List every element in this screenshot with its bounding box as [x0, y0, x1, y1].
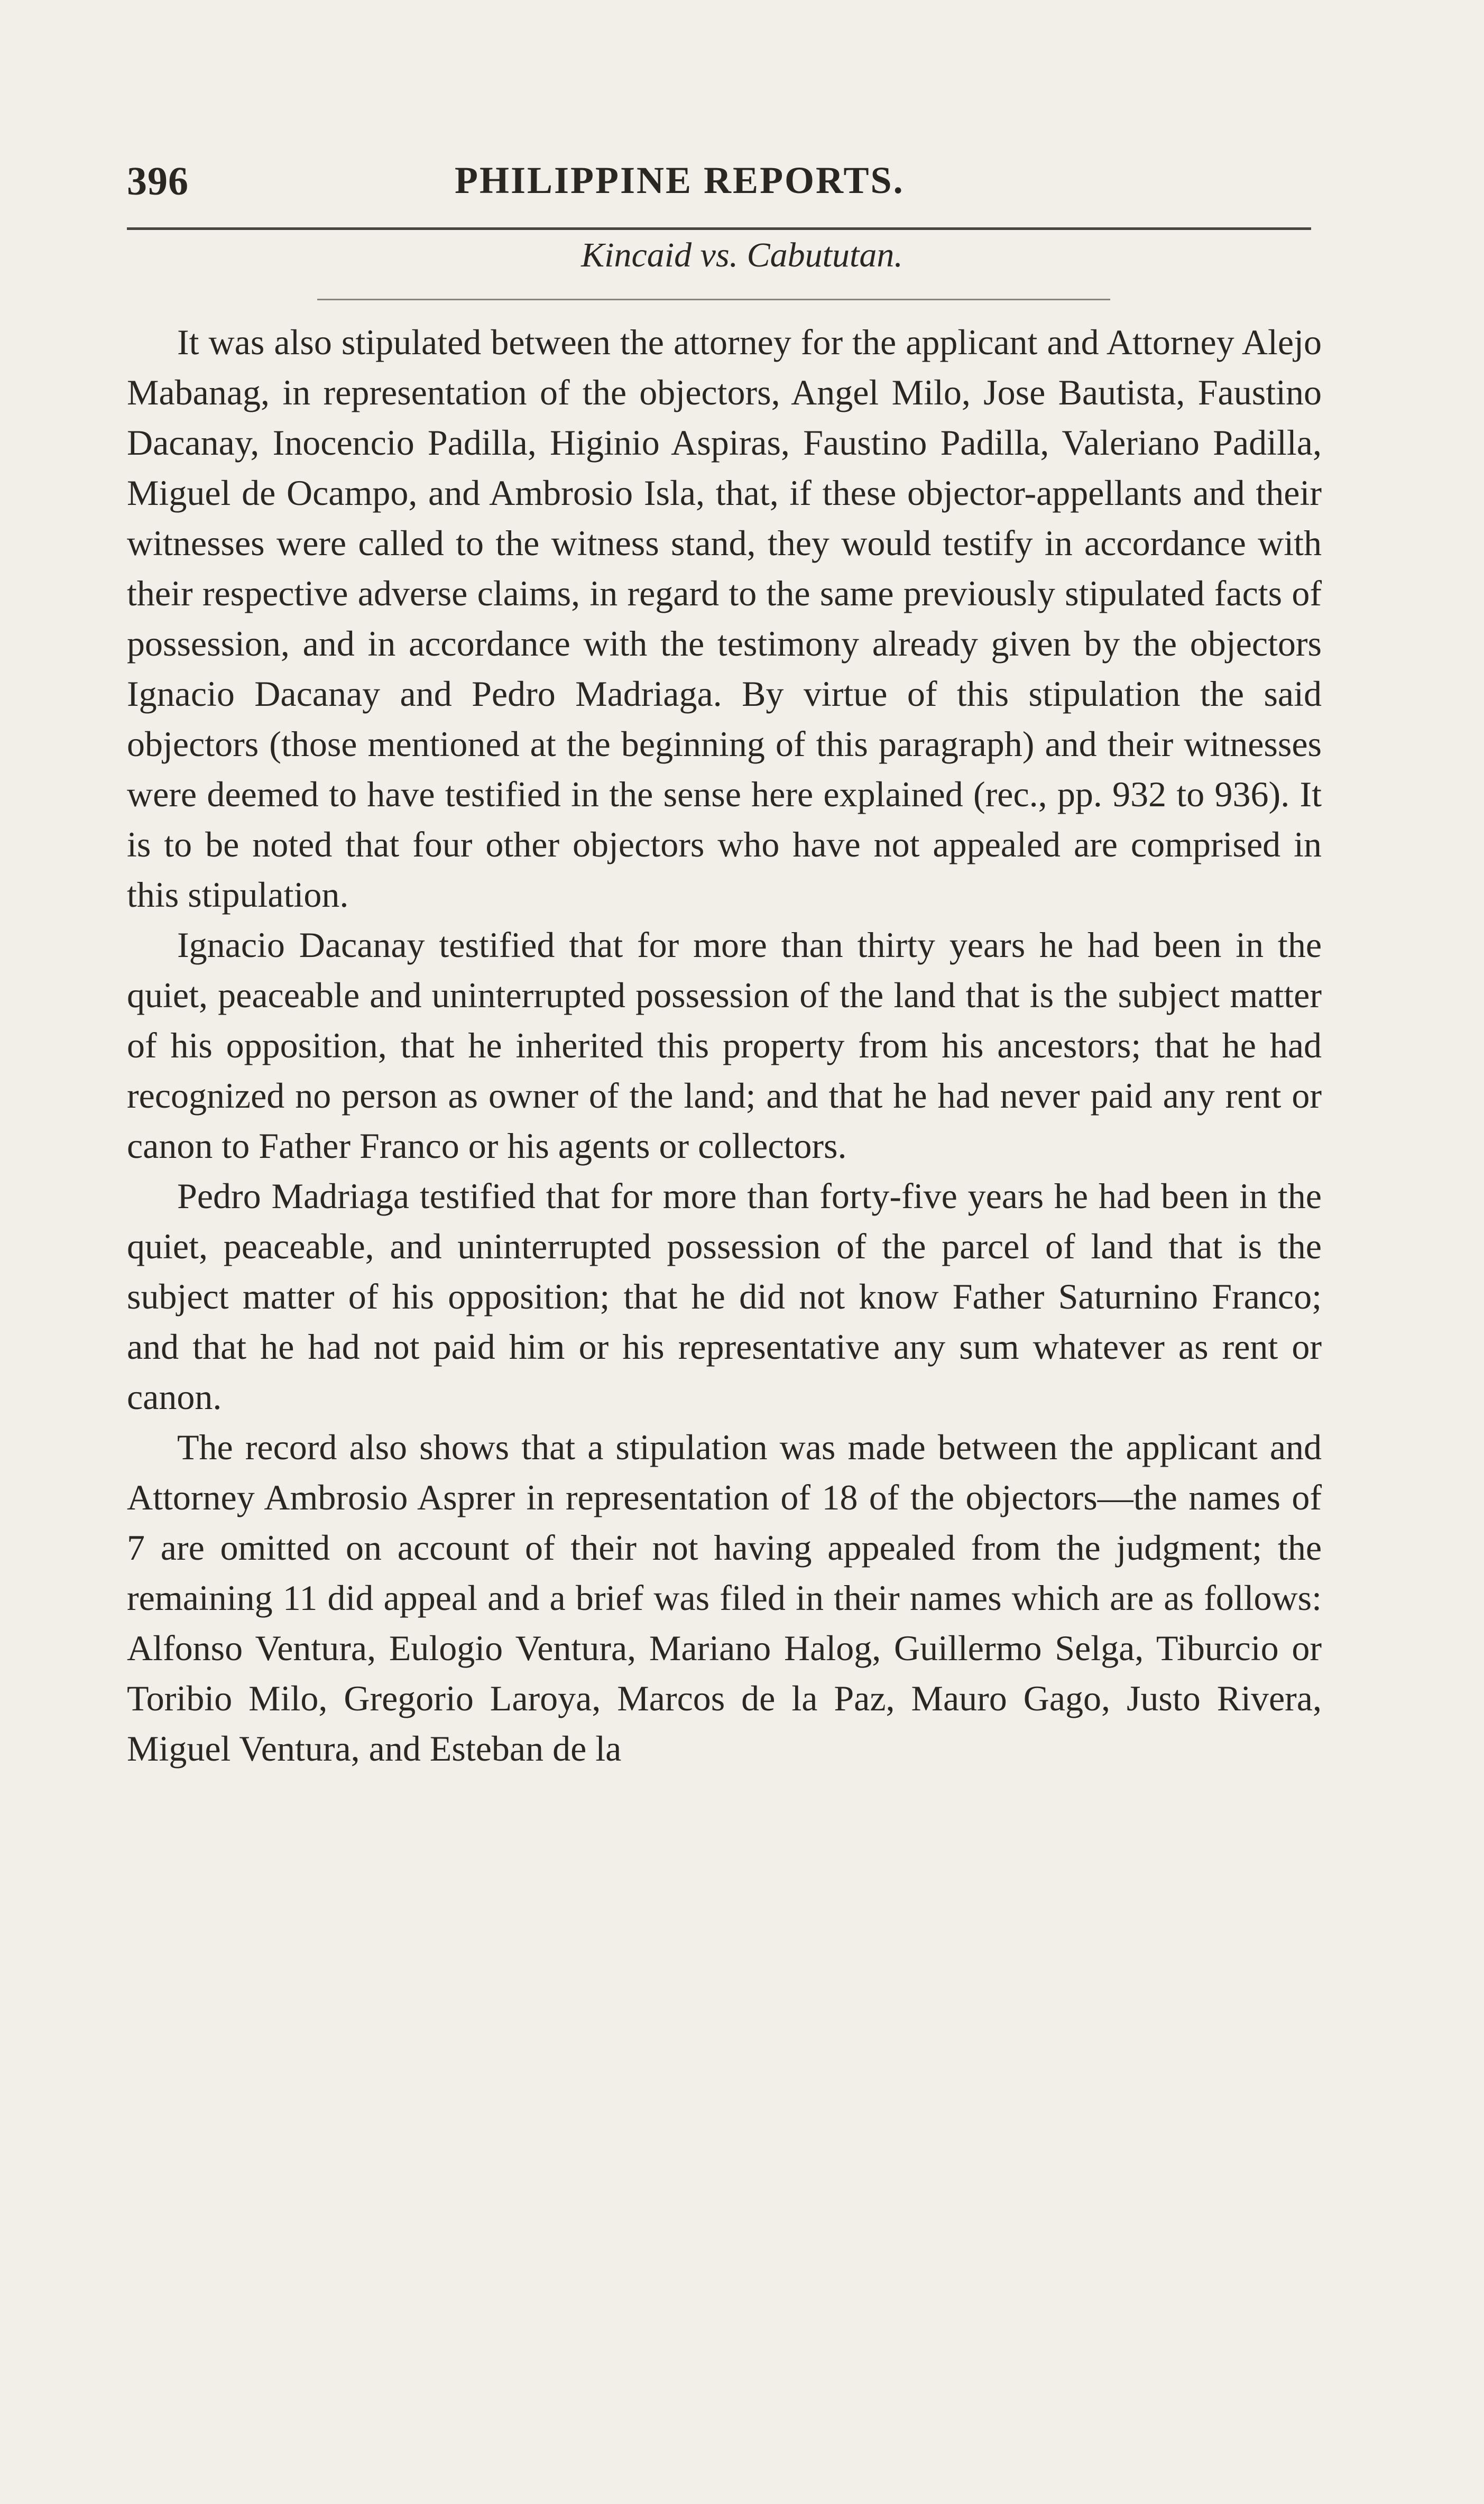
paragraph: It was also stipulated between the attorney for the applicant and Attorney Alejo Mabanag, in representation of the objectors, Angel Milo, Jose Bautista, Faustino Dacanay, Inocencio Padilla, Higinio Aspiras, Faustino Padilla, Valeriano Padilla, Miguel de Ocampo, and Ambrosio Isla, that, if these objector-appellants and their witnesses were called to the witness stand, they would testify in accordance with their respective adverse claims, in regard to the same previously stipulated facts of possession, and in accordance with the testimony already given by the objectors Ignacio Dacanay and Pedro Madriaga. By virtue of this stipulation the said objectors (those mentioned at the beginning of this paragraph) and their witnesses were deemed to have testified in the sense here explained (rec., pp. 932 to 936). It is to be noted that four other objectors who have not appealed are comprised in this stipulation. [127, 322, 1322, 915]
running-head: PHILIPPINE REPORTS. [455, 159, 905, 201]
body-text [127, 317, 1322, 1774]
header-rule [127, 227, 1311, 230]
title-rule [317, 299, 1110, 300]
paragraph: Ignacio Dacanay testified that for more than thirty years he had been in the quiet, peaceable and uninterrupted possession of the land that is the subject matter of his opposition, that he inherited this property from his ancestors; that he had recognized no person as owner of the land; and that he had never paid any rent or canon to Father Franco or his agents or collectors. [127, 925, 1322, 1166]
page-number: 396 [127, 159, 189, 204]
case-title: Kincaid vs. Cabututan. [581, 236, 903, 274]
page-header [127, 159, 1311, 217]
paragraph: Pedro Madriaga testified that for more than forty-five years he had been in the quiet, peaceable, and uninterrupted possession of the parcel of land that is the subject matter of his opposition; that he did not know Father Saturnino Franco; and that he had not paid him or his representative any sum whatever as rent or canon. [127, 1176, 1322, 1417]
paragraph: The record also shows that a stipulation was made between the applicant and Attorney Ambrosio Asprer in representation of 18 of the objectors—the names of 7 are omitted on account of their not having appealed from the judgment; the remaining 11 did appeal and a brief was filed in their names which are as follows: Alfonso Ventura, Eulogio Ventura, Mariano Halog, Guillermo Selga, Tiburcio or Toribio Milo, Gregorio Laroya, Marcos de la Paz, Mauro Gago, Justo Rivera, Miguel Ventura, and Esteban de la [127, 1427, 1322, 1769]
